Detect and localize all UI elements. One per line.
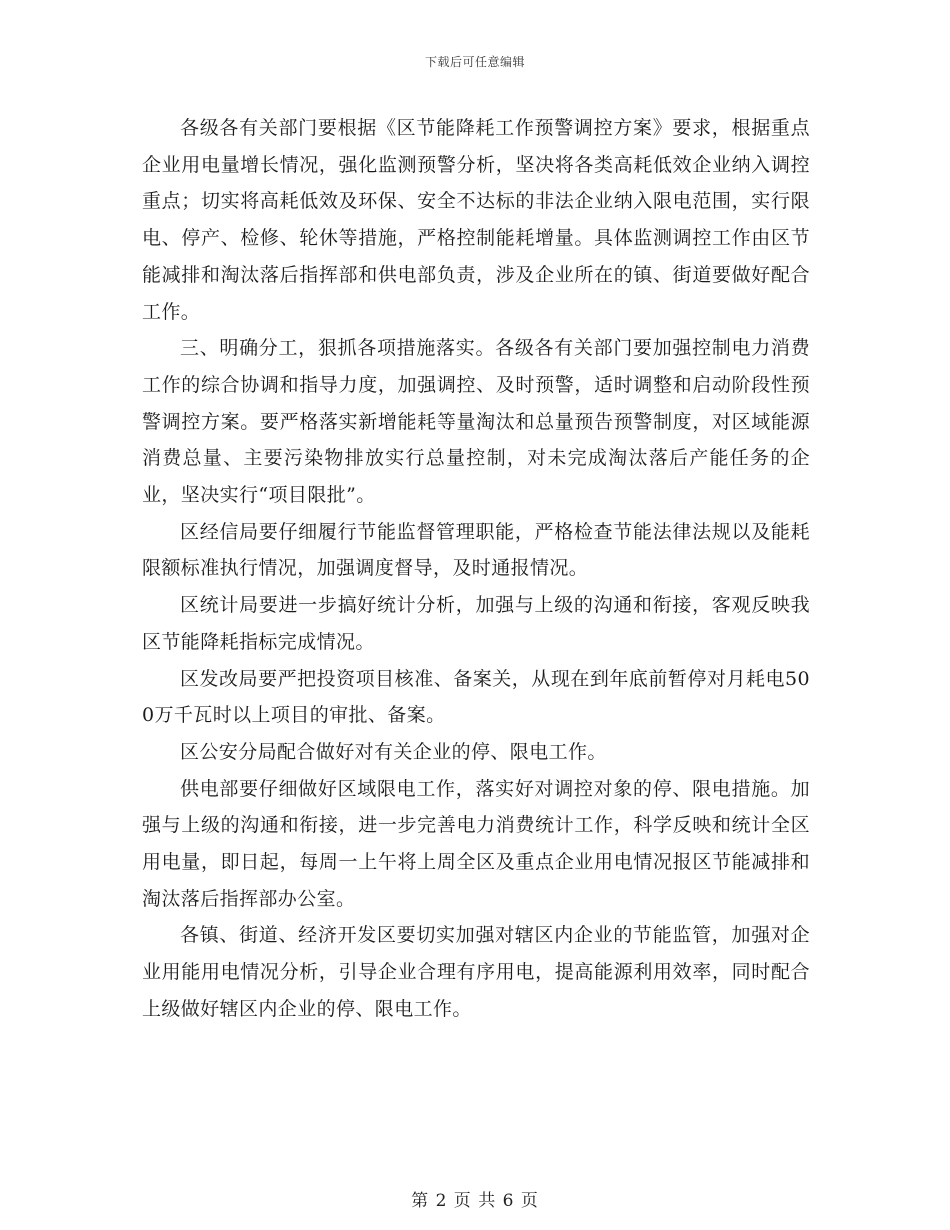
paragraph-power-supply-dept: 供电部要仔细做好区域限电工作，落实好对调控对象的停、限电措施。加强与上级的沟通和衔接，进一步完善电力消费统计工作，科学反映和统计全区用电量，即日起，每周一上午将上周全区及重点企业用电情况报区节能减排和淘汰落后指挥部办公室。: [142, 777, 810, 910]
paragraph-division-of-labor: 三、明确分工，狠抓各项措施落实。各级各有关部门要加强控制电力消费工作的综合协调和指导力度，加强调控、及时预警，适时调整和启动阶段性预警调控方案。要严格落实新增能耗等量淘汰和总量预告预警制度，对区域能源消费总量、主要污染物排放实行总量控制，对未完成淘汰落后产能任务的企业，坚决实行“项目限批”。: [142, 337, 810, 507]
paragraph-development-reform-bureau: 区发改局要严把投资项目核准、备案关，从现在到年底前暂停对月耗电500万千瓦时以上项目的审批、备案。: [142, 667, 810, 727]
document-body: [142, 110, 810, 1028]
paragraph-statistics-bureau: 区统计局要进一步搞好统计分析，加强与上级的沟通和衔接，客观反映我区节能降耗指标完成情况。: [142, 594, 810, 653]
paragraph-monitoring: 各级各有关部门要根据《区节能降耗工作预警调控方案》要求，根据重点企业用电量增长情况，强化监测预警分析，坚决将各类高耗低效企业纳入调控重点；切实将高耗低效及环保、安全不达标的非法企业纳入限电范围，实行限电、停产、检修、轮休等措施，严格控制能耗增量。具体监测调控工作由区节能减排和淘汰落后指挥部和供电部负责，涉及企业所在的镇、街道要做好配合工作。: [142, 117, 810, 323]
paragraph-towns-streets: 各镇、街道、经济开发区要切实加强对辖区内企业的节能监管，加强对企业用能用电情况分析，引导企业合理有序用电，提高能源利用效率，同时配合上级做好辖区内企业的停、限电工作。: [142, 924, 810, 1020]
paragraph-public-security-bureau: 区公安分局配合做好对有关企业的停、限电工作。: [180, 740, 607, 763]
page-number: 第 2 页 共 6 页: [411, 1191, 539, 1211]
paragraph-economic-info-bureau: 区经信局要仔细履行节能监督管理职能，严格检查节能法律法规以及能耗限额标准执行情况，加强调度督导，及时通报情况。: [142, 520, 810, 580]
page-header-note: 下载后可任意编辑: [424, 55, 525, 69]
